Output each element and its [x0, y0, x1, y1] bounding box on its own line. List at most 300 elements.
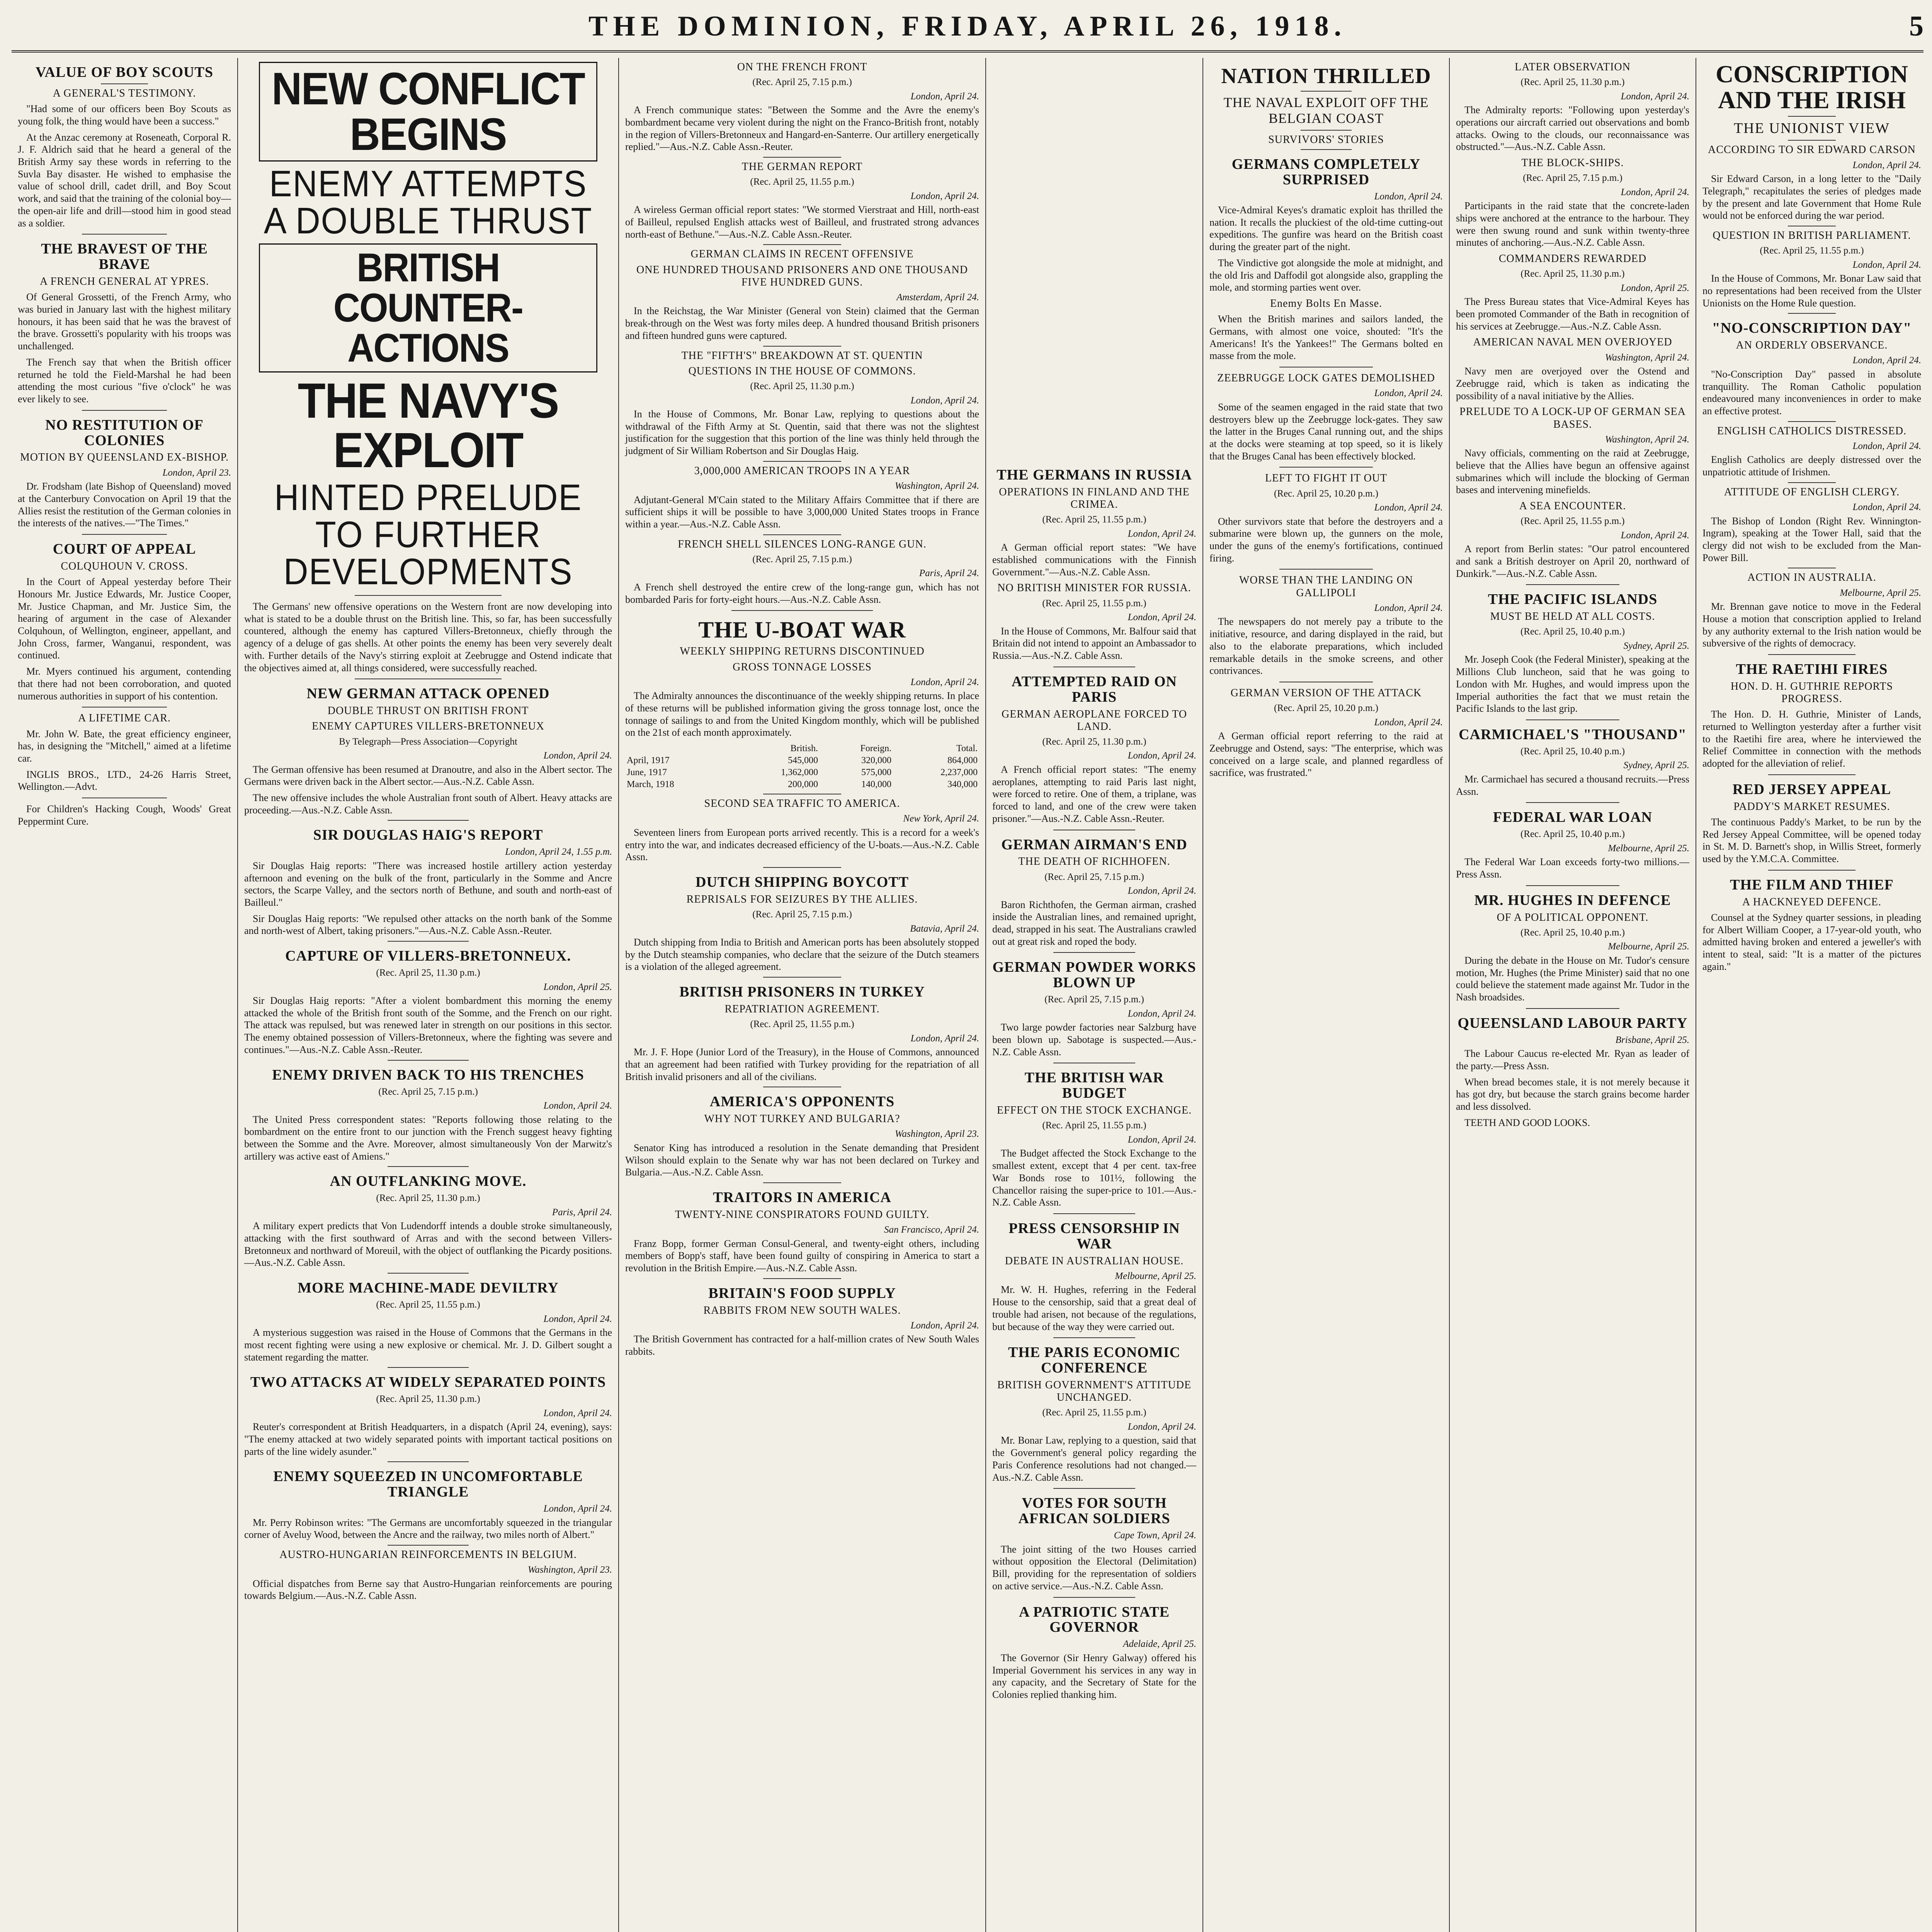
article-paragraph: In the House of Commons, Mr. Balfour said that Britain did not intend to appoint an Ambassador to Russia.—Aus.-N.Z. Cable Assn. [992, 625, 1196, 662]
subhead: SURVIVORS' STORIES [1268, 133, 1384, 146]
article-paragraph: The joint sitting of the two Houses carried without opposition the Electoral (Delimitation) Bill, providing for the representation of soldiers on active service.—Aus.-N.Z. Cable Assn. [992, 1543, 1196, 1592]
column-3 [619, 58, 985, 1932]
article-paragraph: A German official report referring to the raid at Zeebrugge and Ostend, says: "The enterprise, which was conceived on a large scale, and planned regardless of sacrifice, was frustrated." [1209, 730, 1443, 779]
received-line: (Rec. April 25, 11.30 p.m.) [1042, 736, 1146, 747]
headline-british-prisoners: BRITISH PRISONERS IN TURKEY [679, 984, 925, 1000]
dateline: London, April 24. [1374, 717, 1443, 728]
divider [763, 1278, 841, 1279]
article-paragraph: At the Anzac ceremony at Roseneath, Corporal R. J. F. Aldrich said that he heard a general of the British Army say these words in referring to the Suvla Bay disaster. He wished to emphasise the value of school drill, cadet drill, and Boy Scout work, and said that the training of the colonial boy—the open-air life and drill—stood him in good stead as a soldier. [18, 131, 231, 229]
headline-commanders: COMMANDERS REWARDED [1498, 253, 1647, 265]
received-line: (Rec. April 25, 10.40 p.m.) [1520, 927, 1625, 938]
table-cell: 140,000 [861, 779, 892, 790]
subhead: ACCORDING TO SIR EDWARD CARSON [1708, 144, 1916, 156]
table-row [625, 767, 979, 779]
headline-war-loan: FEDERAL WAR LOAN [1493, 809, 1653, 826]
article-paragraph: Some of the seamen engaged in the raid state that two destroyers blew up the Zeebrugge lock-gates. They saw the latter in the Bruges Canal running out, and the ships at the docks were steaming at top speed, so it is likely that the Bruges Canal has been effectively blocked. [1209, 401, 1443, 462]
article-paragraph: Senator King has introduced a resolution in the Senate demanding that President Wilson should explain to the Senate why war has not been declared on Turkey and Bulgaria.—Aus.-N.Z. Cable Assn. [625, 1142, 979, 1178]
page-number: 5 [1909, 10, 1923, 42]
received-line: (Rec. April 25, 11.30 p.m.) [1520, 269, 1625, 279]
headline-fifths-breakdown: THE "FIFTH'S" BREAKDOWN AT ST. QUENTIN [681, 349, 923, 362]
credit-line: By Telegraph—Press Association—Copyright [339, 736, 517, 747]
headline-catholics-distressed: ENGLISH CATHOLICS DISTRESSED. [1717, 425, 1907, 437]
received-line: (Rec. April 25, 10.20 p.m.) [1274, 488, 1379, 499]
received-line: (Rec. April 25, 7.15 p.m.) [378, 1086, 478, 1097]
article-paragraph: Mr. Joseph Cook (the Federal Minister), speaking at the Millions Club luncheon, said that he was going to London with Mr. Hughes, and would impress upon the Imperial authorities the fact that we must retain the Pacific Islands to the last grip. [1456, 654, 1689, 714]
headline-dutch-boycott: DUTCH SHIPPING BOYCOTT [696, 874, 909, 890]
table-cell: 1,362,000 [781, 767, 818, 778]
received-line: (Rec. April 25, 11.55 p.m.) [1042, 598, 1146, 609]
dateline: Cape Town, April 24. [1114, 1530, 1196, 1541]
headline-parliament-question: QUESTION IN BRITISH PARLIAMENT. [1713, 229, 1911, 242]
table-row [625, 743, 979, 755]
table-cell: 545,000 [787, 755, 818, 766]
headline-english-clergy: ATTITUDE OF ENGLISH CLERGY. [1724, 486, 1900, 498]
article-paragraph: Adjutant-General M'Cain stated to the Military Affairs Committee that if there are sufficient ships it will be possible to have 3,000,000 United States troops in France within a year.—Aus.-N.Z. Cable Assn. [625, 494, 979, 530]
article-paragraph: The Press Bureau states that Vice-Admiral Keyes has been promoted Commander of the Bath in recognition of his services at Zeebrugge.—Aus.-N.Z. Cable Assn. [1456, 296, 1689, 332]
column-1 [12, 58, 237, 1932]
divider [763, 157, 841, 158]
received-line: (Rec. April 25, 11.55 p.m.) [750, 177, 854, 187]
subhead: AN ORDERLY OBSERVANCE. [1736, 339, 1888, 352]
dateline: Melbourne, April 25. [1608, 941, 1689, 952]
headline-gallipoli: WORSE THAN THE LANDING ON GALLIPOLI [1239, 574, 1413, 599]
dateline: London, April 24. [1374, 502, 1443, 513]
divider [731, 610, 873, 611]
table-cell: April, 1917 [627, 755, 670, 766]
dateline: London, April 24. [1128, 1008, 1196, 1019]
dateline: London, April 24. [543, 1503, 612, 1514]
headline-block-ships: THE BLOCK-SHIPS. [1521, 157, 1624, 169]
divider [1053, 1337, 1135, 1338]
article-paragraph: When bread becomes stale, it is not merely because it has got dry, but because the starch grains become harder and less dissolved. [1456, 1076, 1689, 1112]
headline-naval-men: AMERICAN NAVAL MEN OVERJOYED [1473, 336, 1672, 349]
dateline: London, April 24. [1621, 187, 1689, 197]
article-paragraph: Franz Bopp, former German Consul-General, and twenty-eight others, including members of Bopp's staff, have been found guilty of conspiring in America to start a revolution in the British Empire.—Aus.-N.Z. Cable Assn. [625, 1238, 979, 1274]
article-paragraph: Counsel at the Sydney quarter sessions, in pleading for Albert William Cooper, a 17-year-old youth, who admitted having broken and entered a jeweller's with intent to steal, said: "It is a matter of the pictures again." [1702, 912, 1921, 972]
dateline: London, April 24. [1374, 388, 1443, 399]
masthead-title: THE DOMINION, FRIDAY, APRIL 26, 1918. [588, 10, 1347, 42]
dateline: London, April 24. [1128, 1421, 1196, 1432]
dateline: London, April 24. [1128, 528, 1196, 539]
article-paragraph: In the Court of Appeal yesterday before Their Honours Mr. Justice Edwards, Mr. Justice Cooper, Mr. Justice Chapman, and Mr. Justice Sim, the hearing of argument in the case of Alexander Colquhoun, of Wellington, engineer, appellant, and John Cross, farmer, Wanganui, respondent, was continued. [18, 576, 231, 661]
article-paragraph: The Admiralty announces the discontinuance of the weekly shipping returns. In place of these returns will be published information giving the gross tonnage lost, once the tonnage of sailings to and from the United Kingdom monthly, which will be published on the 21st of each month approximately. [625, 690, 979, 738]
divider [1526, 885, 1619, 886]
headline-no-conscription-day: "NO-CONSCRIPTION DAY" [1712, 320, 1912, 337]
article-paragraph: Official dispatches from Berne say that Austro-Hungarian reinforcements are pouring towards Belgium.—Aus.-N.Z. Cable Assn. [244, 1578, 612, 1602]
divider [82, 534, 167, 535]
divider [1053, 1488, 1135, 1489]
article-paragraph: Two large powder factories near Salzburg have been blown up. Sabotage is suspected.—Aus.-N.Z. Cable Assn. [992, 1022, 1196, 1058]
headline-pacific-islands: THE PACIFIC ISLANDS [1488, 591, 1658, 608]
article-paragraph: Baron Richthofen, the German airman, crashed inside the Australian lines, and remained upright, dead, strapped in his seat. The Australians crawled out at great risk and roped the body. [992, 899, 1196, 947]
headline-nation-thrilled: NATION THRILLED [1221, 64, 1431, 88]
headline-powder-works: GERMAN POWDER WORKS BLOWN UP [992, 959, 1196, 991]
headline-german-version: GERMAN VERSION OF THE ATTACK [1230, 687, 1422, 699]
article-paragraph: In the House of Commons, Mr. Bonar Law, replying to questions about the withdrawal of the Fifth Army at St. Quentin, said that there was not the slightest justification for the suggestion that this portion of the line was thinly held through the judgment of Sir William Robertson and Sir Douglas Haig. [625, 408, 979, 457]
headline-haig-report: SIR DOUGLAS HAIG'S REPORT [313, 827, 543, 844]
divider [388, 941, 468, 942]
divider [1279, 569, 1373, 570]
received-line: (Rec. April 25, 10.40 p.m.) [1520, 626, 1625, 637]
received-line: (Rec. April 25, 11.55 p.m.) [1042, 1407, 1146, 1418]
table-row [625, 755, 979, 767]
article-paragraph: The Vindictive got alongside the mole at midnight, and the old Iris and Daffodil got alongside also, grappling the mole, and storming parties went over. [1209, 257, 1443, 293]
dateline: Paris, April 24. [919, 568, 979, 579]
headline-french-front: ON THE FRENCH FRONT [737, 61, 867, 73]
article-paragraph: Vice-Admiral Keyes's dramatic exploit has thrilled the nation. It recalls the pluckiest of the old-time cutting-out expeditions. The gunfire was heard on the British coast during the greater part of the night. [1209, 204, 1443, 253]
divider [1053, 952, 1135, 953]
article-paragraph: The new offensive includes the whole Australian front south of Albert. Heavy attacks are proceeding.—Aus.-N.Z. Cable Assn. [244, 792, 612, 816]
headline-two-attacks: TWO ATTACKS AT WIDELY SEPARATED POINTS [250, 1374, 606, 1391]
divider [388, 1367, 468, 1368]
subhead: BRITISH GOVERNMENT'S ATTITUDE UNCHANGED. [997, 1379, 1192, 1404]
dateline: London, April 24. [543, 1313, 612, 1324]
table-cell: March, 1918 [627, 779, 674, 790]
divider [388, 1273, 468, 1274]
divider [1301, 91, 1352, 92]
dateline: London, April 24. [1621, 91, 1689, 102]
article-paragraph: Navy officials, commenting on the raid at Zeebrugge, believe that the Allies have begun an offensive against submarines which will include the blocking of German bases and intervening minefields. [1456, 447, 1689, 496]
divider [1788, 313, 1836, 314]
subhead: REPRISALS FOR SEIZURES BY THE ALLIES. [686, 893, 918, 905]
divider [1053, 1597, 1135, 1598]
dateline: San Francisco, April 24. [884, 1225, 979, 1235]
banner-headline: THE NAVY'S EXPLOIT [298, 373, 559, 478]
article-paragraph: When the British marines and sailors landed, the Germans, with almost one voice, shouted: "It's the Americans! It's the Yankees!" The Germans bolted en masse from the mole. [1209, 313, 1443, 362]
headline-film-thief: THE FILM AND THIEF [1730, 876, 1894, 893]
received-line: (Rec. April 25, 7.15 p.m.) [1044, 871, 1144, 882]
article-paragraph: Mr. Perry Robinson writes: "The Germans are uncomfortably squeezed in the triangular corner of Aveluy Wood, between the Ancre and the railway, two miles north of Albert." [244, 1517, 612, 1541]
dateline: London, April 24. [910, 91, 979, 102]
article-paragraph: "Had some of our officers been Boy Scouts as young folk, the thing would have been a success." [18, 103, 231, 127]
divider [1788, 421, 1836, 422]
subhead: MUST BE HELD AT ALL COSTS. [1490, 611, 1655, 623]
column-6 [1450, 58, 1696, 1932]
received-line: (Rec. April 25, 11.30 p.m.) [1520, 77, 1625, 88]
tonnage-table [625, 743, 979, 791]
dateline: London, April 24. [1852, 355, 1921, 366]
subhead: THE DEATH OF RICHHOFEN. [1018, 855, 1170, 868]
dateline: Washington, April 24. [1605, 434, 1689, 445]
divider [1788, 116, 1836, 117]
divider [82, 234, 167, 235]
headline-raid-paris: ATTEMPTED RAID ON PARIS [1012, 673, 1177, 705]
headline-deviltry: MORE MACHINE-MADE DEVILTRY [298, 1280, 559, 1296]
dateline: Washington, April 23. [527, 1565, 612, 1575]
article-paragraph: Mr. W. H. Hughes, referring in the Federal House to the censorship, said that a great deal of trouble had arisen, not because of the regulations, but because of the way they were carried out. [992, 1284, 1196, 1332]
subhead: OPERATIONS IN FINLAND AND THE CRIMEA. [999, 486, 1190, 511]
advertisement: TEETH AND GOOD LOOKS. [1464, 1117, 1590, 1128]
article-paragraph: Sir Edward Carson, in a long letter to the "Daily Telegraph," recapitulates the series of pledges made by the present and late Government that Home Rule would not be enforced during the war period. [1702, 173, 1921, 221]
headline-americas-opponents: AMERICA'S OPPONENTS [709, 1094, 895, 1110]
divider [388, 1166, 468, 1167]
subhead: THE UNIONIST VIEW [1733, 120, 1890, 137]
dateline: London, April 24. [1621, 530, 1689, 541]
divider [1526, 584, 1619, 585]
article-paragraph: The French say that when the British officer returned he told the Field-Marshal he had been attending the most curious "five o'clock" he was ever likely to see. [18, 356, 231, 405]
received-line: (Rec. April 25, 11.55 p.m.) [1520, 516, 1625, 527]
headline-fight-it-out: LEFT TO FIGHT IT OUT [1265, 472, 1388, 485]
dateline: London, April 25. [1621, 282, 1689, 293]
dateline: London, April 24. [910, 1033, 979, 1044]
dateline: Paris, April 24. [552, 1207, 612, 1218]
received-line: (Rec. April 25, 11.55 p.m.) [750, 1019, 854, 1030]
received-line: (Rec. April 25, 11.55 p.m.) [1760, 245, 1864, 256]
headline-germans-russia: THE GERMANS IN RUSSIA [997, 467, 1192, 483]
dateline: London, April 24. [543, 1100, 612, 1111]
article-paragraph: A German official report states: "We have established communications with the Finnish Government."—Aus.-N.Z. Cable Assn. [992, 542, 1196, 578]
subhead: NO BRITISH MINISTER FOR RUSSIA. [997, 582, 1191, 594]
article-paragraph: Navy men are overjoyed over the Ostend and Zeebrugge raid, which is taken as indicating the possibility of a naval initiative by the Allies. [1456, 366, 1689, 401]
received-line: (Rec. April 25, 11.30 p.m.) [750, 381, 854, 391]
headline-german-claims: GERMAN CLAIMS IN RECENT OFFENSIVE [690, 248, 914, 260]
dateline: London, April 24. [910, 677, 979, 687]
table-cell: 200,000 [787, 779, 818, 790]
article-paragraph: Mr. J. F. Hope (Junior Lord of the Treasury), in the House of Commons, announced that an agreement had been ratified with Turkey providing for the repatriation of all British invalid prisoners and all of the civilians. [625, 1046, 979, 1082]
article-paragraph: During the debate in the House on Mr. Tudor's censure motion, Mr. Hughes (the Prime Minister) said that no one could believe the statement made against Mr. Tudor in the Nash broadsides. [1456, 954, 1689, 1003]
dateline: New York, April 24. [903, 813, 979, 824]
received-line: (Rec. April 25, 7.15 p.m.) [1044, 994, 1144, 1005]
divider [1768, 654, 1855, 655]
article-paragraph: Mr. Brennan gave notice to move in the Federal House a motion that conscription applied to Ireland by any authority external to the Irish nation would be subversive of the rights of democracy. [1702, 601, 1921, 649]
article-paragraph: The Bishop of London (Right Rev. Winnington-Ingram), speaking at the Tower Hall, said that the clergy did not wish to be excluded from the Man-Power Bill. [1702, 515, 1921, 563]
divider [1788, 482, 1836, 483]
article-paragraph: In the House of Commons, Mr. Bonar Law said that no representations had been received from the Ulster Unionists on the Home Rule question. [1702, 273, 1921, 309]
column-4 [986, 58, 1202, 1932]
dateline: London, April 24. [910, 395, 979, 406]
article-paragraph: Sir Douglas Haig reports: "After a violent bombardment this morning the enemy attacked the whole of the British front south of the Somme, and the French on our right. The attack was repulsed, but was renewed later in strength on our positions in this sector. The enemy obtained possession of Villers-Bretonneux, where the fighting was severe and continues."—Aus.-N.Z. Cable Assn.-Reuter. [244, 995, 612, 1055]
subhead: RABBITS FROM NEW SOUTH WALES. [703, 1304, 901, 1316]
received-line: (Rec. April 25, 11.30 p.m.) [376, 968, 480, 978]
subhead: REPATRIATION AGREEMENT. [724, 1003, 880, 1015]
article-paragraph: Mr. Bonar Law, replying to a question, said that the Government's general policy regarding the Paris Conference resolutions had not changed.—Aus.-N.Z. Cable Assn. [992, 1435, 1196, 1483]
headline-outflanking: AN OUTFLANKING MOVE. [330, 1173, 527, 1190]
divider [388, 820, 468, 821]
headline-american-troops: 3,000,000 AMERICAN TROOPS IN A YEAR [694, 464, 910, 477]
dateline: Washington, April 24. [895, 481, 979, 492]
headline-action-australia: ACTION IN AUSTRALIA. [1747, 571, 1876, 584]
subhead: EFFECT ON THE STOCK EXCHANGE. [997, 1104, 1192, 1117]
headline-south-african-votes: VOTES FOR SOUTH AFRICAN SOLDIERS [1018, 1495, 1170, 1527]
dateline: Melbourne, April 25. [1840, 587, 1921, 598]
headline-bravest: THE BRAVEST OF THE BRAVE [41, 241, 208, 273]
headline-lock-gates: ZEEBRUGGE LOCK GATES DEMOLISHED [1217, 372, 1435, 384]
divider [82, 410, 167, 411]
headline-raetihi-fires: THE RAETIHI FIRES [1736, 661, 1888, 677]
dateline: London, April 24. [1374, 191, 1443, 202]
headline-capture-villers: CAPTURE OF VILLERS-BRETONNEUX. [285, 948, 571, 964]
divider [1301, 130, 1352, 131]
headline-german-report: THE GERMAN REPORT [742, 161, 863, 173]
headline-new-german-attack: NEW GERMAN ATTACK OPENED [306, 685, 550, 702]
subhead: QUESTIONS IN THE HOUSE OF COMMONS. [688, 365, 916, 377]
headline-press-censorship: PRESS CENSORSHIP IN WAR [1009, 1220, 1180, 1252]
article-paragraph: Dutch shipping from India to British and American ports has been absolutely stopped by the Dutch steamship companies, who declare that the seizure of the Dutch steamers is a violation of the alleged agreement. [625, 937, 979, 973]
dateline: Brisbane, April 25. [1615, 1034, 1689, 1045]
dateline: Washington, April 23. [895, 1129, 979, 1139]
article-paragraph: English Catholics are deeply distressed over the unpatriotic attitude of Irishmen. [1702, 454, 1921, 478]
article-paragraph: The United Press correspondent states: "Reports following those relating to the bombardment on the entire front to our junction with the French suggest heavy fighting between the Somme and the Avre. Moreover, almost simultaneously Von der Marwitz's artillery was active east of Amiens." [244, 1114, 612, 1162]
article-paragraph: Dr. Frodsham (late Bishop of Queensland) moved at the Canterbury Convocation on April 19 that the Allies resist the restitution of the German colonies in the interests of the natives.—"The Times." [18, 481, 231, 529]
dateline: Batavia, April 24. [910, 923, 979, 934]
received-line: (Rec. April 25, 10.40 p.m.) [1520, 746, 1625, 757]
article-paragraph: A French shell destroyed the entire crew of the long-range gun, which has not bombarded Paris for forty-eight hours.—Aus.-N.Z. Cable Assn. [625, 581, 979, 605]
dateline: London, April 24. [543, 1408, 612, 1418]
table-cell [625, 743, 733, 755]
table-cell: Total. [956, 743, 978, 754]
headline-french-shell: FRENCH SHELL SILENCES LONG-RANGE GUN. [678, 538, 927, 550]
article-paragraph: Of General Grossetti, of the French Army, who was buried in January last with the highest military honours, it has been said that he was the bravest of the brave. Grossetti's popularity with his troops was unchallenged. [18, 291, 231, 352]
table-cell: 2,237,000 [940, 767, 978, 778]
subhead: WHY NOT TURKEY AND BULGARIA? [704, 1113, 900, 1125]
received-line: (Rec. April 25, 7.15 p.m.) [1523, 173, 1622, 184]
subhead: GERMAN AEROPLANE FORCED TO LAND. [1001, 708, 1187, 733]
divider [1526, 1008, 1619, 1009]
divider [763, 1182, 841, 1183]
received-line: (Rec. April 25, 7.15 p.m.) [752, 554, 852, 565]
article-paragraph: A French official report states: "The enemy aeroplanes, attempting to raid Paris last night, were forced to retire. One of them, a triplane, was forced to land, and one of the crew were taken prisoner."—Aus.-N.Z. Cable Assn.-Reuter. [992, 764, 1196, 824]
article-paragraph: Mr. Myers continued his argument, contending that there had not been corroboration, and quoted numerous authorities in support of his contention. [18, 666, 231, 702]
headline-u-boat-war: THE U-BOAT WAR [698, 617, 906, 643]
subhead: WEEKLY SHIPPING RETURNS DISCONTINUED [680, 645, 925, 658]
divider [1768, 774, 1855, 775]
subhead: ONE HUNDRED THOUSAND PRISONERS AND ONE THOUSAND FIVE HUNDRED GUNS. [636, 264, 968, 288]
table-cell: British. [790, 743, 818, 754]
divider [1301, 149, 1352, 150]
headline-carmichael: CARMICHAEL'S "THOUSAND" [1459, 726, 1687, 743]
divider [101, 83, 148, 84]
dateline: London, April 25. [543, 981, 612, 992]
subhead: GROSS TONNAGE LOSSES [733, 661, 872, 673]
dateline: London, April 24. [910, 1320, 979, 1331]
dateline: London, April 24. [1128, 886, 1196, 896]
received-line: (Rec. April 25, 11.55 p.m.) [376, 1299, 480, 1310]
dateline: Amsterdam, April 24. [896, 292, 979, 303]
table-cell: 320,000 [861, 755, 892, 766]
article-paragraph: Other survivors state that before the destroyers and a submarine were blown up, the gunners on the mole, under the guns of the enemy's fortifications, continued firing. [1209, 515, 1443, 564]
column-7 [1696, 58, 1927, 1932]
subhead: HON. D. H. GUTHRIE REPORTS PROGRESS. [1730, 680, 1893, 705]
dateline: London, April 24, 1.55 p.m. [505, 847, 612, 857]
dateline: London, April 23. [162, 467, 231, 478]
banner-headline: BRITISH COUNTER-ACTIONS [259, 243, 597, 372]
received-line: (Rec. April 25, 10.40 p.m.) [1520, 829, 1625, 840]
dateline: Sydney, April 25. [1623, 640, 1689, 651]
article-paragraph: The Governor (Sir Henry Galway) offered his Imperial Government his services in any way in any capacity, and the Secretary of State for the Colonies replied thanking him. [992, 1652, 1196, 1700]
headline-restitution: NO RESTITUTION OF COLONIES [45, 417, 204, 449]
divider [1526, 802, 1619, 803]
dateline: London, April 24. [1852, 502, 1921, 513]
headline-squeezed: ENEMY SQUEEZED IN UNCOMFORTABLE TRIANGLE [273, 1468, 583, 1500]
received-line: (Rec. April 25, 11.30 p.m.) [376, 1394, 480, 1405]
dateline: Washington, April 24. [1605, 352, 1689, 363]
subhead: THE NAVAL EXPLOIT OFF THE BELGIAN COAST [1223, 94, 1429, 126]
table-cell: 340,000 [947, 779, 978, 790]
divider [388, 1461, 468, 1462]
dateline: Melbourne, April 25. [1115, 1270, 1196, 1281]
subhead: Enemy Bolts En Masse. [1270, 298, 1383, 310]
article-paragraph: A wireless German official report states: "We stormed Vierstraat and Hill, north-east of Bailleul, repulsed English attacks west of Bailleul, and frustrated strong advances north-east of Bethune."—Aus.-N.Z. Cable Assn.-Reuter. [625, 204, 979, 240]
subhead: DOUBLE THRUST ON BRITISH FRONT [327, 705, 529, 717]
subhead: A FRENCH GENERAL AT YPRES. [39, 276, 209, 288]
dateline: London, April 24. [1852, 160, 1921, 170]
advertisement: INGLIS BROS., LTD., 24-26 Harris Street, Wellington.—Advt. [18, 769, 231, 793]
divider [763, 534, 841, 535]
subhead: ENEMY CAPTURES VILLERS-BRETONNEUX [312, 720, 544, 733]
article-paragraph: The German offensive has been resumed at Dranoutre, and also in the Albert sector. The Germans were driven back in the Albert sector.—Aus.-N.Z. Cable Assn. [244, 764, 612, 787]
subhead: COLQUHOUN V. CROSS. [61, 560, 188, 572]
divider [1788, 140, 1836, 141]
divider [763, 977, 841, 978]
article-paragraph: Mr. Carmichael has secured a thousand recruits.—Press Assn. [1456, 773, 1689, 797]
divider [388, 1545, 468, 1546]
article-paragraph: The newspapers do not merely pay a tribute to the initiative, resource, and daring displayed in the raid, but also to the elaborate preparations, which included remarkable details in the smoke screens, and other contrivances. [1209, 616, 1443, 677]
headline-austro-hungarian: AUSTRO-HUNGARIAN REINFORCEMENTS IN BELGIUM. [279, 1548, 577, 1561]
headline-lock-up: PRELUDE TO A LOCK-UP OF GERMAN SEA BASES. [1459, 406, 1686, 430]
headline-boy-scouts: VALUE OF BOY SCOUTS [36, 64, 213, 80]
subhead: A GENERAL'S TESTIMONY. [53, 87, 196, 99]
table-cell: 864,000 [947, 755, 978, 766]
headline-food-supply: BRITAIN'S FOOD SUPPLY [708, 1285, 896, 1301]
article-paragraph: The Admiralty reports: "Following upon yesterday's operations our aircraft carried out observations and bomb attacks. Owing to the clouds, our reconnaissance was obstructed."—Aus.-N.Z. Cable Assn. [1456, 104, 1689, 153]
received-line: (Rec. April 25, 7.15 p.m.) [752, 909, 852, 920]
article-paragraph: In the Reichstag, the War Minister (General von Stein) claimed that the German break-through on the West was forty miles deep. A hundred thousand British prisoners and fifteen hundred guns were captured. [625, 305, 979, 341]
received-line: (Rec. April 25, 11.30 p.m.) [376, 1193, 480, 1204]
headline-court-of-appeal: COURT OF APPEAL [53, 541, 196, 558]
headline-airmans-end: GERMAN AIRMAN'S END [1001, 836, 1187, 853]
dateline: Melbourne, April 25. [1608, 843, 1689, 854]
dateline: London, April 24. [1128, 1134, 1196, 1145]
divider [1768, 870, 1855, 871]
subhead: MOTION BY QUEENSLAND EX-BISHOP. [20, 451, 229, 464]
article-paragraph: A report from Berlin states: "Our patrol encountered and sank a British destroyer on April 20, northward of Dunkirk."—Aus.-N.Z. Cable Assn. [1456, 543, 1689, 579]
dateline: London, April 24. [1852, 440, 1921, 451]
article-paragraph: A military expert predicts that Von Ludendorff intends a double stroke simultaneously, attacking with the first southward of Arras and with the second between Villers-Bretonneux and northward of Moreuil, with the object of outflanking the Picardy positions.—Aus.-N.Z. Cable Assn. [244, 1220, 612, 1269]
article-paragraph: Participants in the raid state that the concrete-laden ships were anchored at the entrance to the harbour. They were then swung round and sunk within twenty-three minutes of anchoring.—Aus.-N.Z. Cable Assn. [1456, 200, 1689, 248]
subhead: DEBATE IN AUSTRALIAN HOUSE. [1005, 1255, 1184, 1267]
column-5 [1203, 58, 1449, 1932]
headline-sea-traffic: SECOND SEA TRAFFIC TO AMERICA. [704, 798, 900, 810]
table-row [625, 779, 979, 791]
banner-subhead: ENEMY ATTEMPTS A DOUBLE THRUST [264, 163, 593, 242]
article-paragraph: Mr. John W. Bate, the great efficiency engineer, has, in designing the "Mitchell," aimed at a lifetime car. [18, 728, 231, 764]
table-cell: 575,000 [861, 767, 892, 778]
headline-traitors: TRAITORS IN AMERICA [713, 1189, 891, 1206]
advertisement: For Children's Hacking Cough, Woods' Great Peppermint Cure. [18, 803, 231, 827]
headline-hughes-defence: MR. HUGHES IN DEFENCE [1474, 892, 1671, 908]
dateline: London, April 24. [910, 190, 979, 201]
subhead: TWENTY-NINE CONSPIRATORS FOUND GUILTY. [675, 1209, 930, 1221]
article-paragraph: A French communique states: "Between the Somme and the Avre the enemy's bombardment became very violent during the night on the Franco-British front, notably in the region of Villers-Bretonneux and Hangard-en-Santerre. Our artillery energetically replied."—Aus.-N.Z. Cable Assn.-Reuter. [625, 104, 979, 153]
headline-later-observation: LATER OBSERVATION [1515, 61, 1631, 73]
dateline: London, April 24. [1128, 612, 1196, 623]
divider [355, 595, 502, 596]
article-paragraph: The Hon. D. H. Guthrie, Minister of Lands, returned to Wellington yesterday after a further visit to the Raetihi fire area, where he interviewed the Relief Committee in connection with the methods adopted for the alleviation of relief. [1702, 709, 1921, 769]
subhead: OF A POLITICAL OPPONENT. [1497, 911, 1649, 923]
divider [763, 461, 841, 462]
headline-lifetime-car: A LIFETIME CAR. [78, 712, 171, 724]
table-cell: Foreign. [860, 743, 892, 754]
banner-headline: NEW CONFLICT BEGINS [259, 62, 597, 162]
article-paragraph: The Federal War Loan exceeds forty-two millions.—Press Assn. [1456, 856, 1689, 880]
subhead: PADDY'S MARKET RESUMES. [1733, 800, 1890, 813]
divider [1526, 719, 1619, 720]
article-paragraph: Reuter's correspondent at British Headquarters, in a dispatch (April 24, evening), says: "The enemy attacked at two widely separated points with important tactical positions on parts of the line widely asunder." [244, 1421, 612, 1457]
article-paragraph: The British Government has contracted for a half-million crates of New South Wales rabbits. [625, 1333, 979, 1357]
article-paragraph: Sir Douglas Haig reports: "There was increased hostile artillery action yesterday afternoon and evening on the bulk of the front, particularly in the Somme and Ancre sectors, the Scarpe Valley, and the sectors north of Bethune, and south and north-east of Bailleul." [244, 860, 612, 908]
headline-enemy-driven-back: ENEMY DRIVEN BACK TO HIS TRENCHES [272, 1066, 584, 1083]
headline-queensland-labour: QUEENSLAND LABOUR PARTY [1458, 1015, 1688, 1031]
